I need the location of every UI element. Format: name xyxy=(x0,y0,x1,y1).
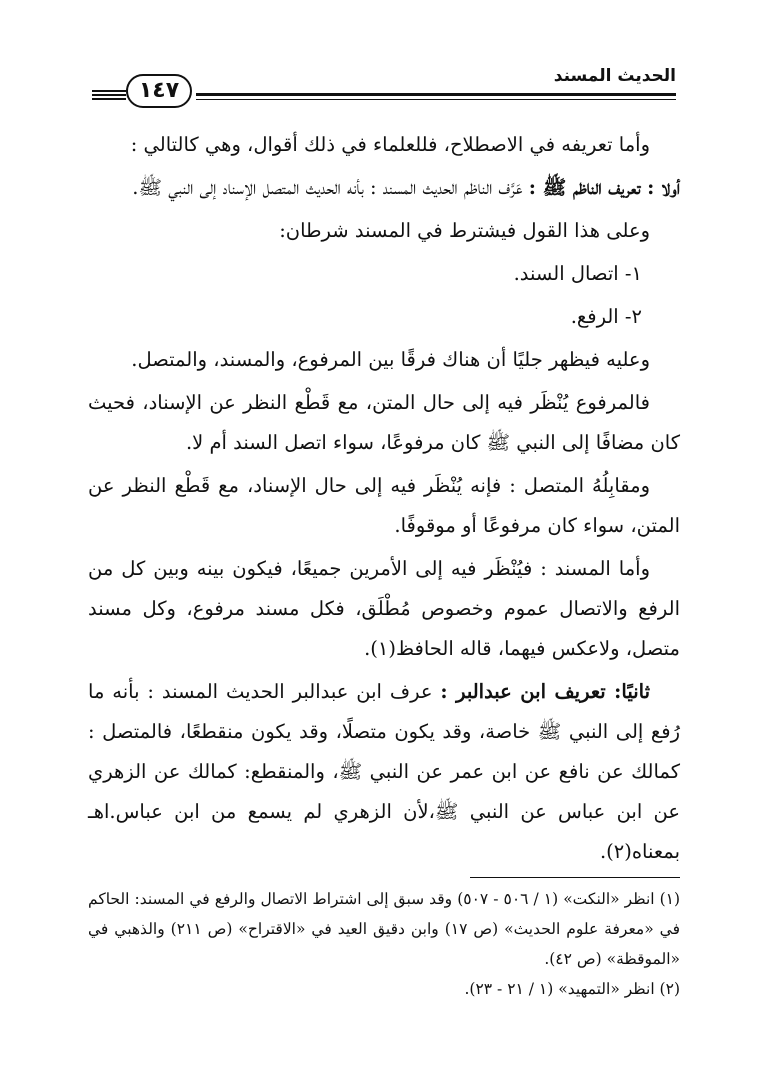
list-item: ٢- الرفع. xyxy=(570,305,642,328)
section-heading: ثانيًا: تعريف ابن عبدالبر : xyxy=(440,680,651,703)
paragraph xyxy=(88,672,680,872)
paragraph: وعليه فيظهر جليًا أن هناك فرقًا بين المرفوع، والمسند، والمتصل. xyxy=(131,348,650,371)
footnotes xyxy=(88,884,680,1004)
header-rule-thin xyxy=(196,99,676,100)
list-item: ١- اتصال السند. xyxy=(513,262,642,285)
header-decoration xyxy=(92,90,126,100)
paragraph: وعلى هذا القول فيشترط في المسند شرطان: xyxy=(279,219,650,242)
paragraph xyxy=(88,168,680,208)
paragraph: ومقابِلُهُ المتصل : فإنه يُنْظَر فيه إلى حال الإسناد، مع قَطْع النظر عن المتن، سواء كان مرفوعًا أو موقوفًا. xyxy=(88,474,680,537)
paragraph: وأما المسند : فيُنْظَر فيه إلى الأمرين جميعًا، فيكون بينه وبين كل من الرفع والاتصال عموم وخصوص مُطْلَق، فكل مسند مرفوع، وكل مسند متصل، ولاعكس فيهما، قاله الحافظ(١). xyxy=(88,557,680,660)
running-title: الحديث المسند xyxy=(553,66,676,86)
paragraph-text: عرف ابن عبدالبر الحديث المسند : بأنه ما رُفع إلى النبي ﷺ خاصة، وقد يكون متصلًا، وقد يكون منقطعًا، فالمتصل : كمالك عن نافع عن ابن عمر عن النبي ﷺ، والمنقطع: كمالك عن الزهري عن ابن عباس عن النبي ﷺ،لأن الزهري لم يسمع من ابن عباس.اهـ بمعناه(٢). xyxy=(88,680,680,863)
header-rule xyxy=(196,93,676,96)
section-heading: أولا : تعريف الناظم ﷺ : xyxy=(528,176,680,199)
page-number: ١٤٧ xyxy=(126,74,192,108)
footnote: (٢) انظر «التمهيد» (١ / ٢١ - ٢٣). xyxy=(464,980,680,998)
page-header xyxy=(0,60,766,110)
main-text xyxy=(88,125,680,875)
paragraph-text: عَرَّف الناظم الحديث المسند : بأنه الحديث المتصل الإسناد إلى النبي ﷺ. xyxy=(132,176,529,199)
paragraph: فالمرفوع يُنْظَر فيه إلى حال المتن، مع قَطْع النظر عن الإسناد، فحيث كان مضافًا إلى النبي ﷺ كان مرفوعًا، سواء اتصل السند أم لا. xyxy=(88,391,680,454)
paragraph: وأما تعريفه في الاصطلاح، فللعلماء في ذلك أقوال، وهي كالتالي : xyxy=(130,133,650,156)
footnote: (١) انظر «النكت» (١ / ٥٠٦ - ٥٠٧) وقد سبق إلى اشتراط الاتصال والرفع في المسند: الحاكم في «معرفة علوم الحديث» (ص ١٧) وابن دقيق العيد في «الاقتراح» (ص ٢١١) والذهبي في «الموقظة» (ص ٤٢). xyxy=(88,890,681,968)
footnote-separator xyxy=(470,877,680,878)
